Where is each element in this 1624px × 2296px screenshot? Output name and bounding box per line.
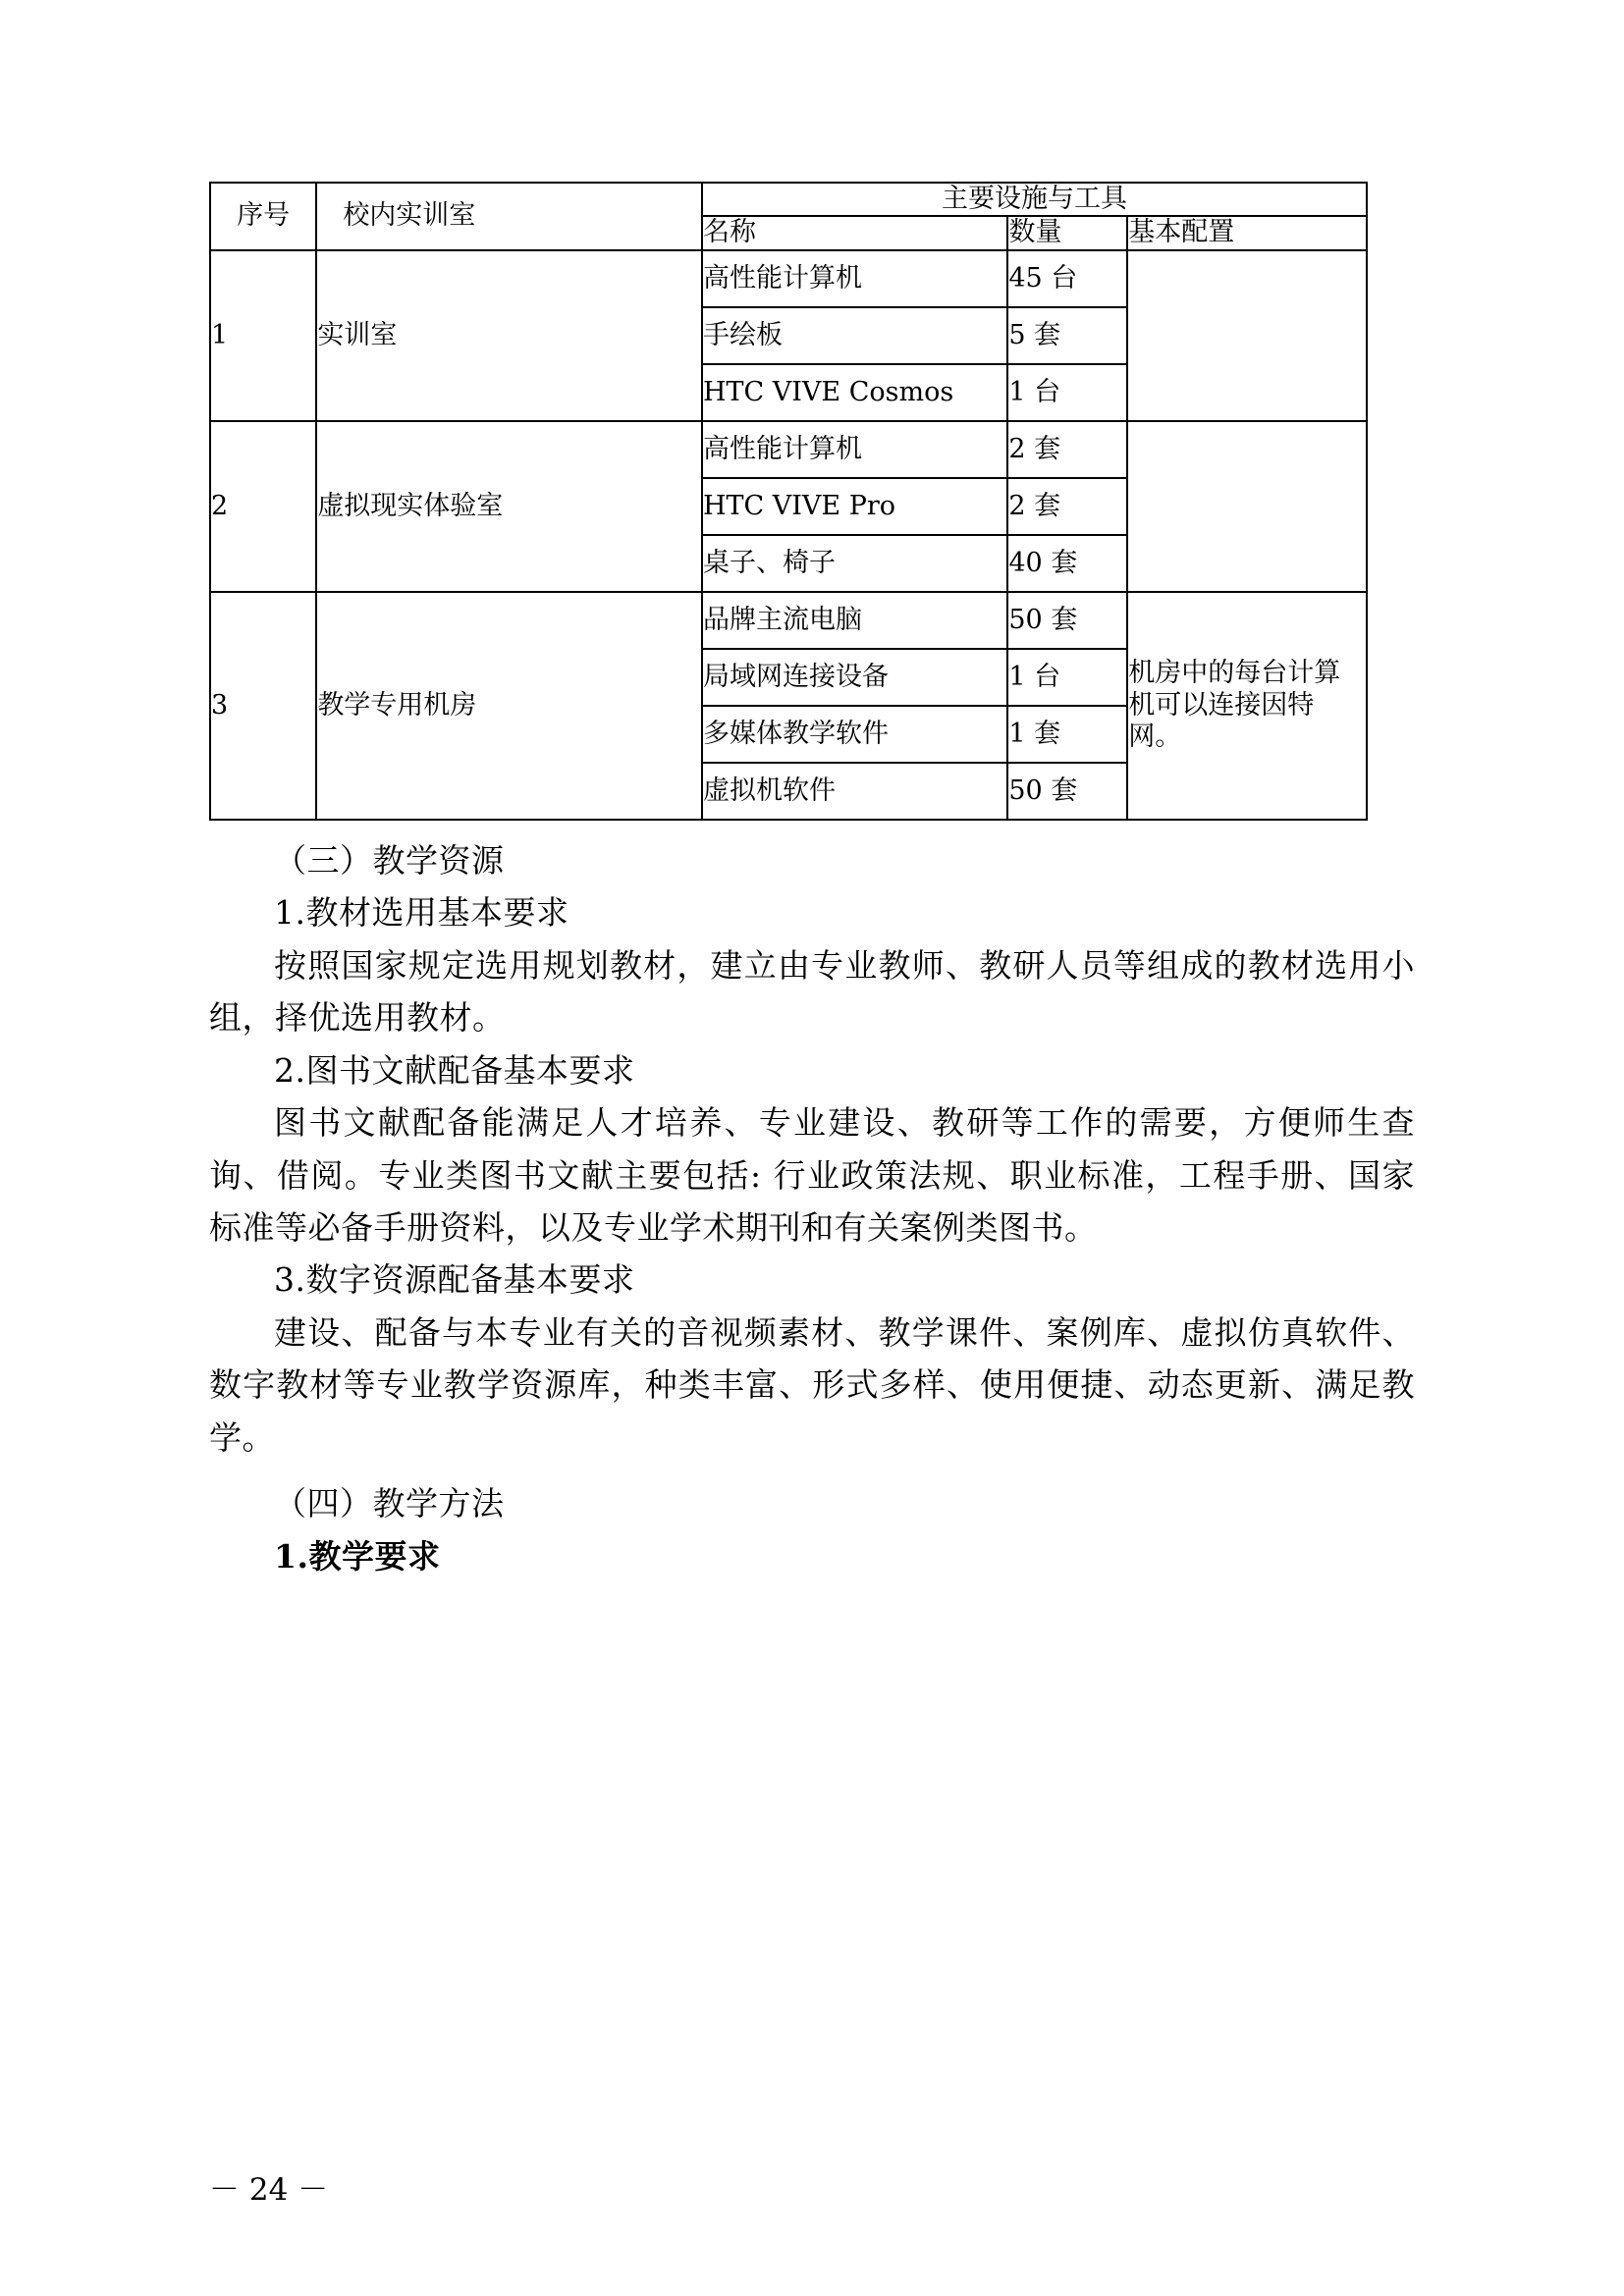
item-name: 品牌主流电脑 <box>702 592 1007 649</box>
header-qty: 数量 <box>1007 216 1127 249</box>
row-config <box>1127 250 1367 421</box>
subsection-title: 3.数字资源配备基本要求 <box>274 1260 635 1300</box>
row-config <box>1127 421 1367 592</box>
header-room: 校内实训室 <box>316 183 702 250</box>
item-name: 局域网连接设备 <box>702 649 1007 706</box>
item-qty: 2 套 <box>1007 478 1127 535</box>
item-qty: 50 套 <box>1007 592 1127 649</box>
item-qty: 2 套 <box>1007 421 1127 478</box>
item-name: 高性能计算机 <box>702 250 1007 307</box>
item-name: 桌子、椅子 <box>702 535 1007 592</box>
row-room: 教学专用机房 <box>316 592 702 820</box>
paragraph: 建设、配备与本专业有关的音视频素材、教学课件、案例库、虚拟仿真软件、数字教材等专业教学资源库，种类丰富、形式多样、使用便捷、动态更新、满足教学。 <box>209 1312 1415 1457</box>
header-name: 名称 <box>702 216 1007 249</box>
section-teaching-methods <box>209 1477 1415 1582</box>
subsection-title: 1.教材选用基本要求 <box>274 893 569 933</box>
row-seq: 1 <box>210 250 316 421</box>
row-room: 虚拟现实体验室 <box>316 421 702 592</box>
item-qty: 50 套 <box>1007 763 1127 820</box>
table-row <box>210 250 1367 307</box>
item-qty: 45 台 <box>1007 250 1127 307</box>
item-name: HTC VIVE Cosmos <box>702 364 1007 421</box>
paragraph: 图书文献配备能满足人才培养、专业建设、教研等工作的需要，方便师生查询、借阅。专业类图书文献主要包括: 行业政策法规、职业标准，工程手册、国家标准等必备手册资料，以及专业学术期刊和有关案例类图书。 <box>209 1103 1415 1247</box>
item-qty: 5 套 <box>1007 307 1127 364</box>
section-teaching-resources <box>209 834 1415 1464</box>
row-seq: 2 <box>210 421 316 592</box>
subsection-title: 1.教学要求 <box>274 1536 441 1575</box>
section-title: （四）教学方法 <box>274 1484 505 1523</box>
row-room: 实训室 <box>316 250 702 421</box>
item-name: 多媒体教学软件 <box>702 706 1007 763</box>
facility-table <box>209 182 1368 821</box>
row-config: 机房中的每台计算机可以连接因特网。 <box>1127 592 1367 820</box>
table-header-row-1 <box>210 183 1367 216</box>
item-name: 手绘板 <box>702 307 1007 364</box>
item-qty: 1 套 <box>1007 706 1127 763</box>
paragraph: 按照国家规定选用规划教材，建立由专业教师、教研人员等组成的教材选用小组，择优选用教材。 <box>209 945 1415 1038</box>
header-config: 基本配置 <box>1127 216 1367 249</box>
item-name: HTC VIVE Pro <box>702 478 1007 535</box>
table-row <box>210 592 1367 649</box>
section-title: （三）教学资源 <box>274 840 505 880</box>
item-name: 虚拟机软件 <box>702 763 1007 820</box>
table-row <box>210 421 1367 478</box>
item-qty: 1 台 <box>1007 364 1127 421</box>
page-content <box>209 182 1415 1582</box>
header-main-group: 主要设施与工具 <box>702 183 1367 216</box>
row-seq: 3 <box>210 592 316 820</box>
item-qty: 1 台 <box>1007 649 1127 706</box>
item-name: 高性能计算机 <box>702 421 1007 478</box>
header-seq: 序号 <box>210 183 316 250</box>
page-number: － 24 － <box>209 2172 329 2208</box>
item-qty: 40 套 <box>1007 535 1127 592</box>
subsection-title: 2.图书文献配备基本要求 <box>274 1050 635 1090</box>
